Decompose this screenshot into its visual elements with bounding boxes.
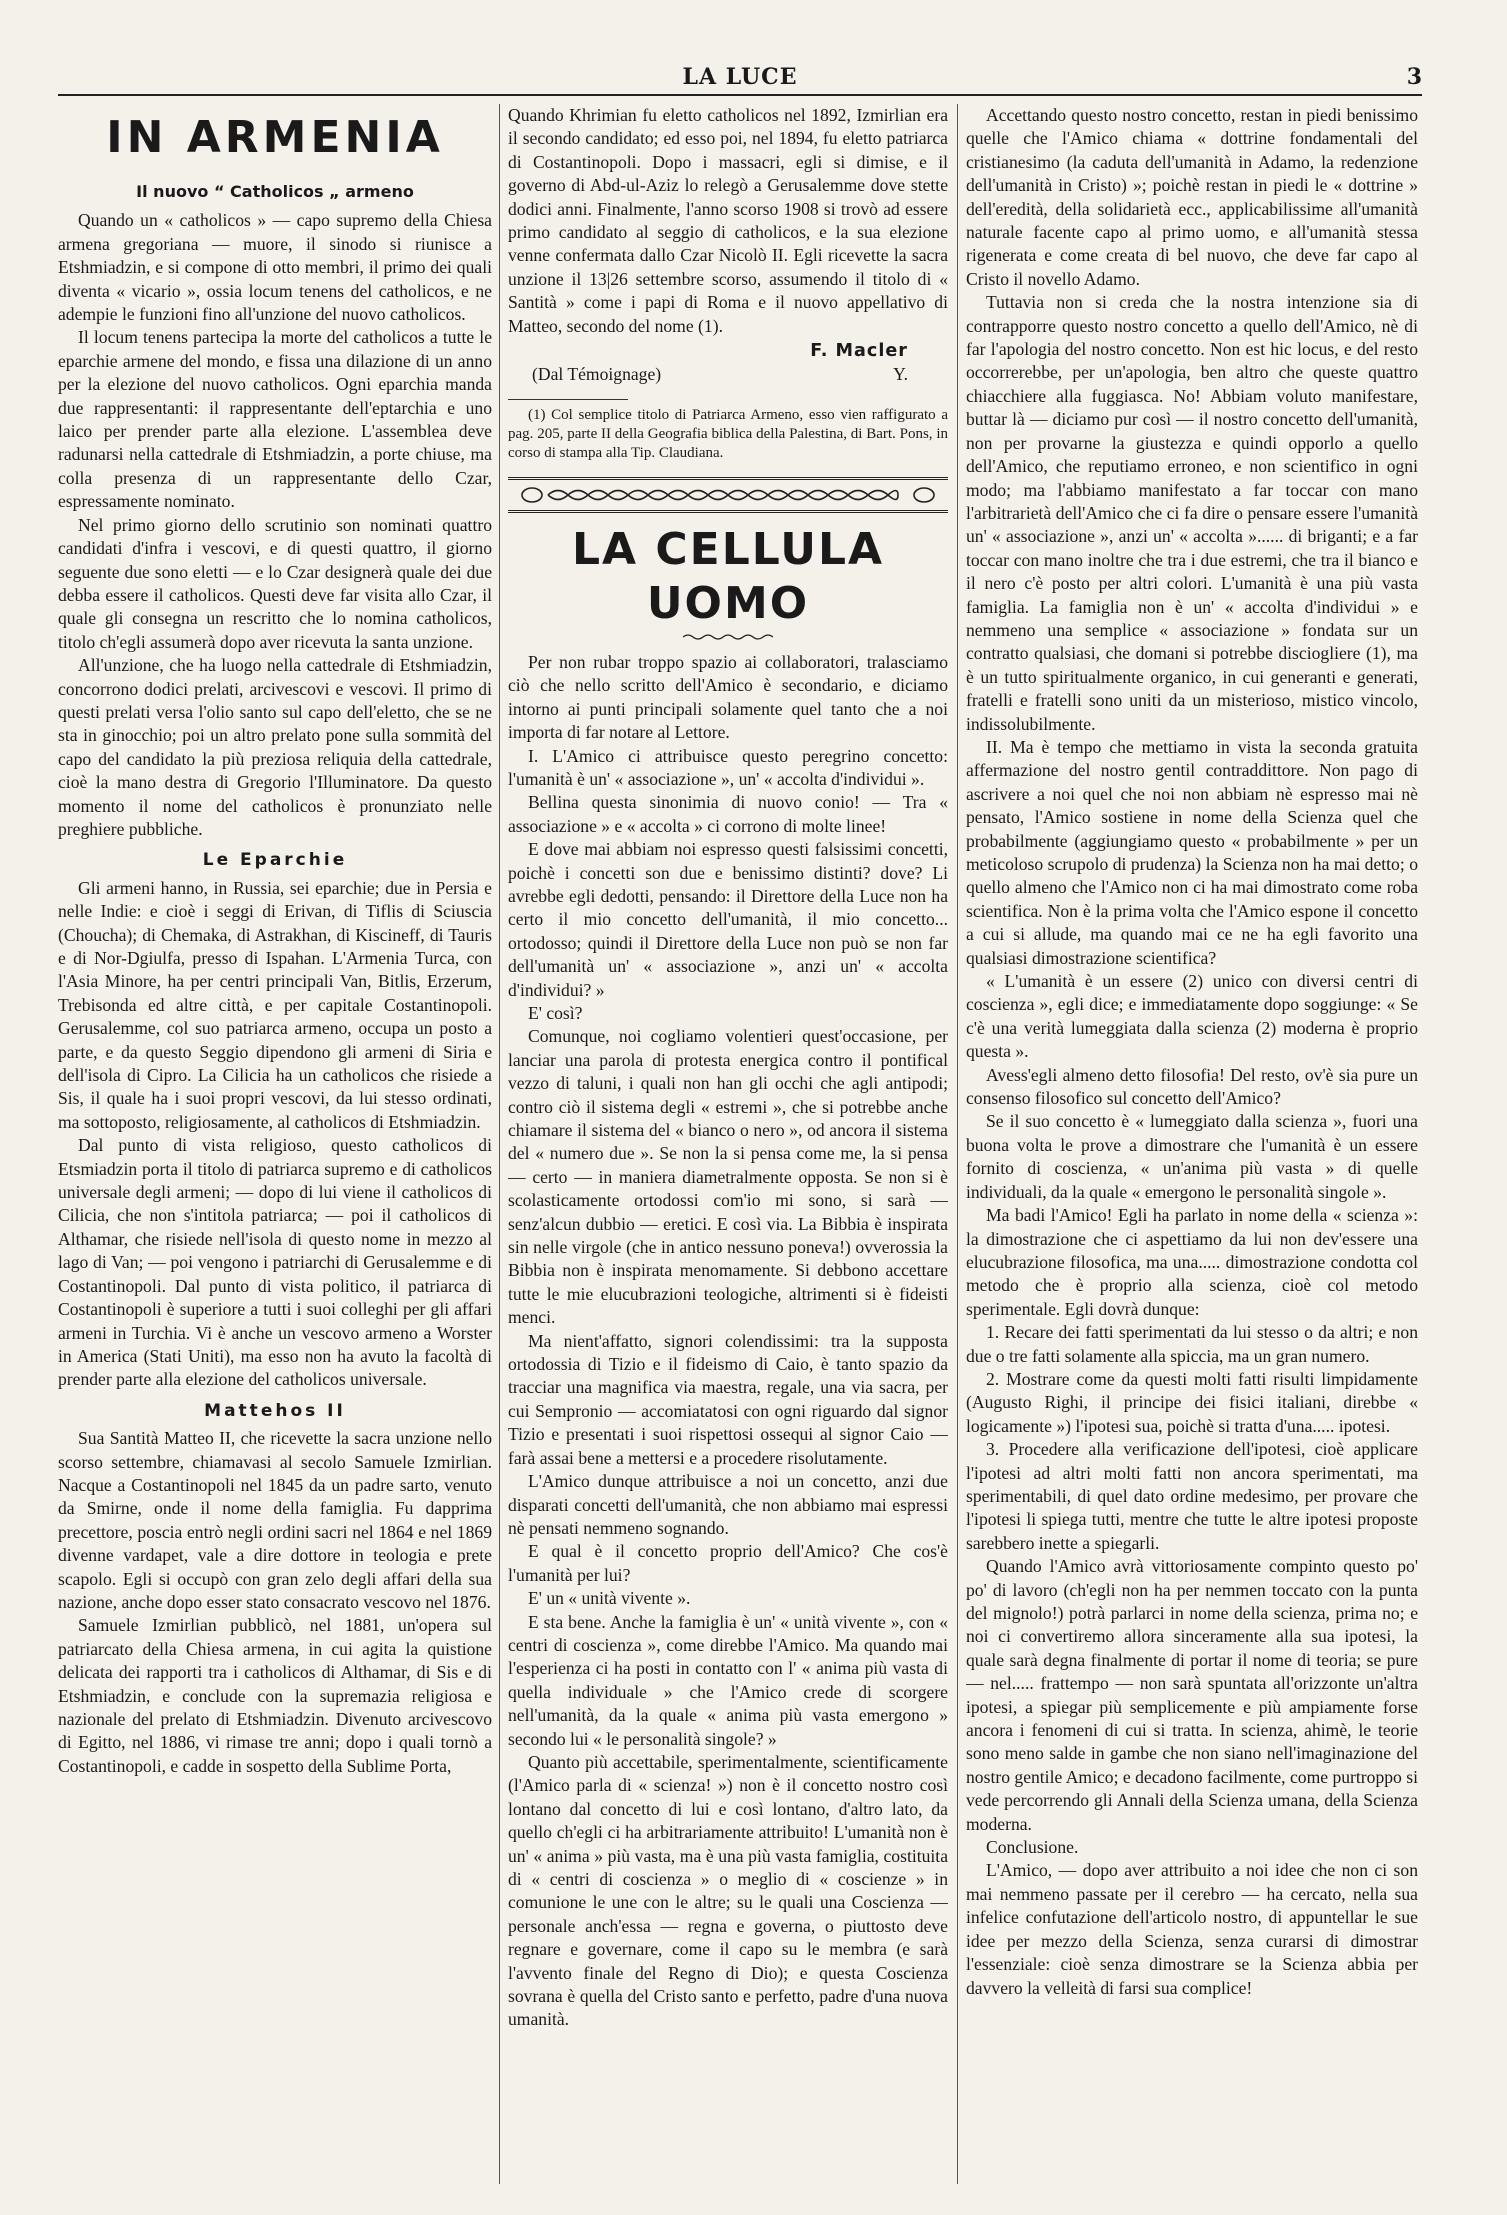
signature-line (508, 340, 948, 363)
source-citation: (Dal Témoignage) (532, 364, 662, 385)
section-heading-eparchie: Le Eparchie (202, 850, 348, 871)
column-3 (966, 104, 1418, 2184)
paragraph: E' un « unità vivente ». (528, 1588, 691, 1609)
section-heading-mattehos: Mattehos II (204, 1400, 346, 1421)
header-rule (58, 94, 1422, 96)
paragraph: Il locum tenens partecipa la morte del catholicos a tutte le eparchie armene del mondo, e fissa una dilazione di un anno per la elezione del nuovo catholicos. Ogni eparchia manda due rappresentanti: il rappresentante dell'eptarchia e uno laico per prender parte alla elezione. L'assemblea deve radunarsi nella cattedrale di Etshmiadzin, a porte chiuse, ma colla presenza di un rappresentante dello Czar, espressamente nominato. (58, 327, 492, 512)
paragraph: II. Ma è tempo che mettiamo in vista la seconda gratuita affermazione del nostro gentil contraddittore. Non pago di ascrivere a noi quel che noi non abbiam nè espresso mai nè pensato, l'Amico sostiene in nome della Scienza quel che probabilmente (aggiungiamo questo « probabilmente » per un meticoloso scrupolo di prudenza) la Scienza non ha mai detto; o quello almeno che l'Amico non ci ha mai dimostrato come roba scientifica. Non è la prima volta che l'Amico espone il concetto a cui si allude, ma quando mai ce ne ha egli favorito una qualsiasi dimostrazione scientifica? (966, 736, 1418, 968)
paragraph: Ma badi l'Amico! Egli ha parlato in nome della « scienza »: la dimostrazione che ci aspettiamo da lui non dev'essere una elucubrazione filosofica, ma una..... dimostrazione condotta col metodo che è proprio alla scienza, cioè col metodo sperimentale. Egli dovrà dunque: (966, 1205, 1418, 1319)
paragraph: Comunque, noi cogliamo volentieri quest'occasione, per lanciar una parola di protesta energica contro il pontifical vezzo di taluni, i quali non han gli occhi che agli antipodi; contro ciò il sistema degli « estremi », che si potrebbe anche chiamare il sistema del « bianco o nero », od ancora il sistema del « numero due ». Se non la si pensa come me, la si pensa — certo — in maniera diametralmente opposta. Se non si è scolasticamente ortodossi com'io mi sono, si sarà — senz'alcun dubbio — eretici. E così via. La Bibbia è inspirata sin nelle virgole (che in antico nessuno poneva!) ovverossia la Bibbia non è inspirata menomamente. Si debbono accettare tutte le mie elucubrazioni teologiche, altrimenti si è fideisti menci. (508, 1026, 948, 1328)
paragraph: Avess'egli almeno detto filosofia! Del resto, ov'è sia pure un consenso filosofico sul concetto dell'Amico? (966, 1064, 1418, 1109)
column-divider (499, 104, 500, 2184)
section-heading-conclusione: L'Amico, — dopo aver attribuito a noi idee che non ci son mai nemmeno passate per il cerebro — ha cercato, nella sua infelice confutazione dell'articolo nostro, di appuntellar le sue idee per mezzo della Scienza, senza curarsi di dimostrar l'essenziale: cioè senza dimostrare se la Scienza abbia per davvero la velleità di farsi sua complice! (966, 1860, 1418, 1998)
paragraph: 3. Procedere alla verificazione dell'ipotesi, cioè applicare l'ipotesi ad altri molti fatti non ancora sperimentati, ma sperimentabili, di quel dato ordine medesimo, per provare che l'ipotesi li spiega tutti, mentre che tutte le altre ipotesi proposte sarebbero inette a spiegarli. (966, 1439, 1418, 1553)
squiggle-icon (683, 633, 773, 641)
ornamental-divider (508, 477, 948, 513)
paragraph: All'unzione, che ha luogo nella cattedrale di Etshmiadzin, concorrono dodici prelati, arcivescovi e vescovi. Il primo di questi prelati versa l'olio santo sul capo dell'eletto, che se ne sta in ginocchio; poi un altro prelato pone sulla sommità del capo del candidato la più preziosa reliquia della cattedrale, cioè la mano destra di Gregorio l'Illuminatore. Da questo momento il nome del catholicos è pronunziato nelle preghiere pubbliche. (58, 655, 492, 839)
paragraph: Nel primo giorno dello scrutinio son nominati quattro candidati d'infra i vescovi, e di questi quattro, il giorno seguente due sono eletti — e lo Czar designerà quale dei due debba essere il catholicos. Questi deve far visita allo Czar, il quale gli consegna un rescritto che lo nomina catholicos, titolo ch'egli assumerà dopo aver ricevuta la santa unzione. (58, 514, 492, 652)
paragraph: Ma nient'affatto, signori colendissimi: tra la supposta ortodossia di Tizio e il fideismo di Caio, è tanto spazio da tracciar una magnifica via maestra, regale, una via sacra, per cui Sempronio — accomiatatosi con ogni riguardo dal signor Tizio e presentati i suoi rispettosi ossequi al signor Caio — farà assai bene a mettersi e a procedere risolutamente. (508, 1330, 948, 1468)
author-signature: F. Macler (810, 341, 908, 362)
paragraph: Bellina questa sinonimia di nuovo conio! — Tra « associazione » e « accolta » ci corrono di molte linee! (508, 792, 948, 836)
running-title: LA LUCE (682, 64, 798, 90)
paragraph: Quando un « catholicos » — capo supremo della Chiesa armena gregoriana — muore, il sinodo si riunisce a Etshmiadzin, e si compone di otto membri, il primo dei quali diventa « vicario », ossia locum tenens del catholicos, e ne adempie le funzioni fino all'unzione del nuovo catholicos. (58, 210, 492, 325)
paragraph: Accettando questo nostro concetto, restan in piedi benissimo quelle che l'Amico chiama « dottrine fondamentali del cristianesimo (la caduta dell'umanità in Adamo, la redenzione dell'umanità in Cristo) »; poichè restan in piedi le « dottrine » dell'eredità, della solidarietà ecc., applicabilissime all'umanità naturale facente capo al primo uomo, e all'umanità stessa rigenerata e come creata di bel nuovo, che deve far capo al Cristo il novello Adamo. (966, 105, 1418, 289)
footnote-rule (508, 399, 628, 400)
column-2 (508, 104, 948, 2184)
column-1 (58, 104, 492, 2184)
paragraph: I. L'Amico ci attribuisce questo peregrino concetto: l'umanità è un' « associazione », un' « accolta d'individui ». (508, 745, 948, 789)
page-header (58, 62, 1422, 96)
article-subtitle: Il nuovo “ Catholicos „ armeno (136, 182, 414, 201)
paragraph: E dove mai abbiam noi espresso questi falsissimi concetti, poichè i concetti son due e benissimo distinti? dove? Li avrebbe egli dedotti, pensando: il Direttore della Luce non ha certo il mio concetto dell'umanità, il mio concetto... ortodosso; quindi il Direttore della Luce non può se non far dell'umanità un' « associazione », anzi un' « accolta d'individui? » (508, 839, 948, 1000)
paragraph: Conclusione. (986, 1837, 1079, 1858)
paragraph: Quando l'Amico avrà vittoriosamente compinto questo po' po' di lavoro (ch'egli non ha per nemmen toccato con la punta del mignolo!) potrà parlarci in nome della scienza, prima no; e noi ci convertiremo allora sinceramente alla sua ipotesi, la quale sarà degna finalmente di portar il nome di teoria; se pure — nel..... frattempo — non sarà spuntata all'orizzonte un'altra ipotesi, a spiegar più semplicemente e più ampiamente forse ancora i fenomeni di cui si tratta. In scienza, ahimè, le teorie sono meno salde in gambe che non siano nell'imaginazione del nostro gentile Amico; e decadono facilmente, come purtroppo si vede percorrendo gli Annali della Scienza umana, della Scienza moderna. (966, 1556, 1418, 1834)
source-initial: Y. (893, 364, 908, 385)
page-number: 3 (1406, 64, 1422, 90)
paragraph: Se il suo concetto è « lumeggiato dalla scienza », fuori una buona volta le prove a dimostrare che l'umanità è un essere fornito di coscienza, « un'anima più vasta » di quelle individuali, da la quale « emergono le personalità singole ». (966, 1111, 1418, 1202)
paragraph: Quanto più accettabile, sperimentalmente, scientificamente (l'Amico parla di « scienza! ») non è il concetto nostro così lontano dal concetto di lui e così lontano, d'altro lato, da quello ch'egli ci ha arbitrariamente attribuito! L'umanità non è un' « anima » più vasta, ma è una più vasta famiglia, costituita di « centri di coscienza » o meglio di « coscienze » in comunione le une con le altre; su le quali una Coscienza — personale anch'essa — regna e governa, o piuttosto deve regnare e governare, come il capo su le membra (e sarà l'avvento finale del Regno di Dio); e questa Coscienza sovrana è quella del Cristo santo e perfetto, padre d'una nuova umanità. (508, 1751, 948, 2030)
paragraph: Gli armeni hanno, in Russia, sei eparchie; due in Persia e nelle Indie: e cioè i seggi di Erivan, di Tiflis di Sciuscia (Choucha); di Chemaka, di Astrakhan, di Kiscineff, di Tauris e di Nor-Dgiulfa, presso di Ispahan. L'Armenia Turca, con l'Asia Minore, ha per centri principali Van, Bitlis, Erzerum, Trebisonda ed altre città, e per capitale Costantinopoli. Gerusalemme, col suo patriarca armeno, occupa un posto a parte, e da questo Seggio dipendono gli armeni di Siria e dell'isola di Cipro. La Cilicia ha un catholicos che risiede a Sis, il quale ha i suoi propri vescovi, da lui stesso ordinati, ma sottoposto, religiosamente, al catholicos di Etshmiadzin. (58, 877, 492, 1132)
footnote: (1) Col semplice titolo di Patriarca Armeno, esso vien raffigurato a pag. 205, parte II della Geografia biblica della Palestina, di Bart. Pons, in corso di stampa alla Tip. Claudiana. (508, 406, 948, 461)
paragraph: Samuele Izmirlian pubblicò, nel 1881, un'opera sul patriarcato della Chiesa armena, in cui agita la quistione delicata dei rapporti tra i catholicos di Althamar, di Sis e di Etshmiadzin, e conclude con la supremazia religiosa e nazionale del prelato di Etshmiadzin. Divenuto arcivescovo di Egitto, nel 1886, vi rimase tre anni; dopo i quali tornò a Costantinopoli, e cadde in sospetto della Sublime Porta, (58, 1615, 492, 1776)
paragraph: E' così? (528, 1002, 583, 1023)
title-underline-ornament (508, 633, 948, 641)
ornament-icon (518, 484, 938, 506)
paragraph: « L'umanità è un essere (2) unico con diversi centri di coscienza », egli dice; e immediatamente dopo soggiunge: « Se c'è una verità lumeggiata dalla scienza (2) moderna è proprio questa ». (966, 971, 1418, 1062)
paragraph: Tuttavia non si creda che la nostra intenzione sia di contrapporre questo nostro concetto a quello dell'Amico, nè di far l'apologia del nostro concetto. Non est hic locus, e del resto occorrerebbe, per un'apologia, ben altro che queste quattro chiacchiere alla fuggiasca. No! Abbiam voluto manifestare, buttar là — diciamo pur così — il nostro concetto dell'umanità, non per provarne la giustezza e quindi opporlo a quello dell'Amico, che reputiamo erroneo, e non scientifico in ogni modo; ma l'abbiamo manifestato a far toccar con mano l'arbitrarietà dell'Amico che ci fa dire o pensare essere l'umanità un' « associazione », anzi un' « accolta »...... di briganti; e a far toccar con mano inoltre che tra i due estremi, che tra il bianco e il nero c'è posto per altri colori. L'umanità è una più vasta famiglia. La famiglia non è un' « accolta d'individui » e nemmeno una semplice « associazione » fondata sur un contratto qualsiasi, che domani si potrebbe disciogliere (1), ma è un tutto spiritualmente organico, in cui generanti e generati, fratelli e fratelli sono uniti da un misterioso, mistico vincolo, indissolubilmente. (966, 292, 1418, 734)
column-divider (957, 104, 958, 2184)
paragraph: 1. Recare dei fatti sperimentati da lui stesso o da altri; e non due o tre fatti solamente alla spiccia, ma un gran numero. (966, 1322, 1418, 1366)
paragraph: E qual è il concetto proprio dell'Amico? Che cos'è l'umanità per lui? (508, 1541, 948, 1585)
source-line (508, 363, 948, 386)
paragraph: Dal punto di vista religioso, questo catholicos di Etsmiadzin porta il titolo di patriarca supremo e di catholicos universale degli armeni; — dopo di lui viene il catholicos di Cilicia, che non s'intitola patriarca; — poi il catholicos di Althamar, che risiede nell'isola di questo nome in mezzo al lago di Van; — poi vengono i patriarchi di Gerusalemme e di Costantinopoli. Dal punto di vista politico, il patriarca di Costantinopoli è superiore a tutti i suoi colleghi per gli affari armeni in Turchia. Vi è anche un vescovo armeno a Worster in America (Stati Uniti), ma esso non ha avuto la facoltà di prender parte alla elezione del catholicos universale. (58, 1135, 492, 1390)
paragraph: Sua Santità Matteo II, che ricevette la sacra unzione nello scorso settembre, chiamavasi al secolo Samuele Izmirlian. Nacque a Costantinopoli nel 1845 da un padre sarto, venuto da Smirne, onde il nome della famiglia. Fu dapprima precettore, poscia entrò negli ordini sacri nel 1864 e nel 1869 divenne vardapet, vale a dire dottore in teologia e prete scapolo. Egli si occupò con gran zelo degli affari della sua nazione, anche dopo esser stato consacrato vescovo nel 1876. (58, 1428, 492, 1612)
article-title-cellula: LA CELLULA UOMO (571, 523, 885, 629)
paragraph: L'Amico dunque attribuisce a noi un concetto, anzi due disparati concetti dell'umanità, che non abbiamo mai espressi nè pensati nemmeno sognando. (508, 1471, 948, 1538)
paragraph: 2. Mostrare come da questi molti fatti risulti limpidamente (Augusto Righi, il principe dei fisici italiani, direbbe « logicamente ») l'ipotesi sua, poichè si tratta d'una..... ipotesi. (966, 1368, 1418, 1436)
paragraph: Quando Khrimian fu eletto catholicos nel 1892, Izmirlian era il secondo candidato; ed esso poi, nel 1894, fu eletto patriarca di Costantinopoli. Dopo i massacri, egli si dimise, e il governo di Abd-ul-Aziz lo relegò a Gerusalemme dove stette dodici anni. Finalmente, l'anno scorso 1908 si trovò ad essere primo candidato al seggio di catholicos, e la sua elezione venne confermata dallo Czar Nicolò II. Egli ricevette la sacra unzione il 13|26 settembre scorso, assumendo il titolo di « Santità » come i papi di Roma e il nuovo appellativo di Matteo, secondo del nome (1). (508, 105, 948, 336)
article-title-armenia: IN ARMENIA (106, 112, 444, 163)
paragraph: Per non rubar troppo spazio ai collaboratori, tralasciamo ciò che nello scritto dell'Amico è secondario, e diciamo intorno ai punti principali solamente quel tanto che a noi importa di far notare al Lettore. (508, 651, 948, 743)
paragraph: E sta bene. Anche la famiglia è un' « unità vivente », con « centri di coscienza », come direbbe l'Amico. Ma quando mai l'esperienza ci ha posti in contatto con l' « anima più vasta di quella individuale » che l'Amico crede di scorgere nell'umanità, da la quale « anima più vasta emergono » secondo lui « le personalità singole? » (508, 1611, 948, 1749)
